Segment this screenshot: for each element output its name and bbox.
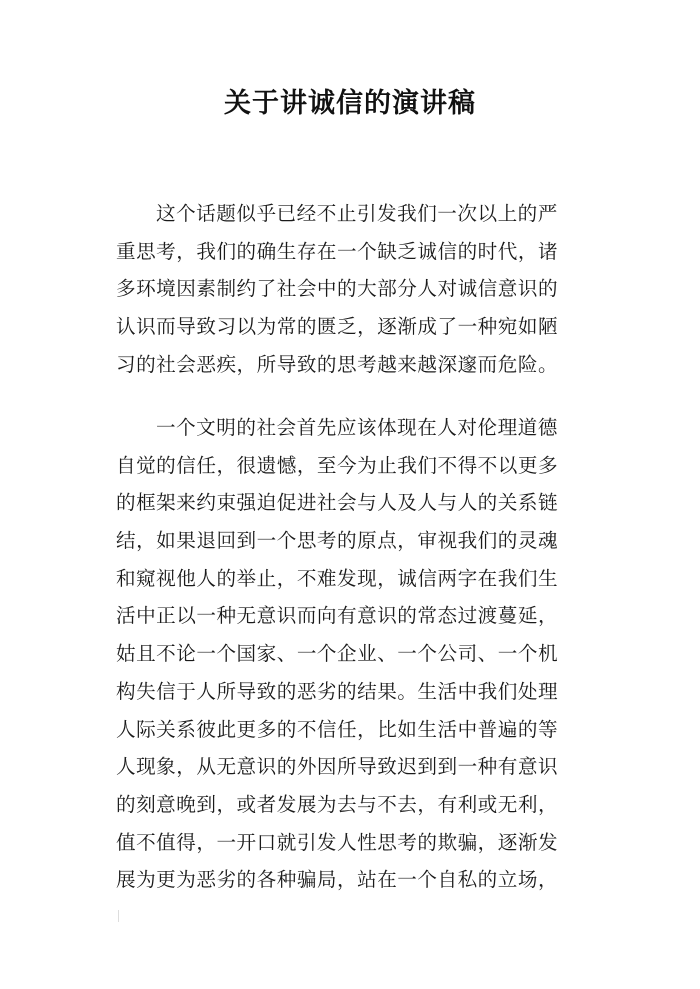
text-line: 的框架来约束强迫促进社会与人及人与人的关系链 — [116, 491, 559, 515]
scan-edge-mark — [118, 910, 119, 922]
paragraph-1 — [116, 195, 596, 383]
text-line: 值不值得，一开口就引发人性思考的欺骗，逐渐发 — [116, 830, 559, 854]
text-line: 结，如果退回到一个思考的原点，审视我们的灵魂 — [116, 529, 559, 553]
text-line: 这个话题似乎已经不止引发我们一次以上的严 — [156, 202, 558, 225]
text-line: 一个文明的社会首先应该体现在人对伦理道德 — [156, 416, 558, 439]
text-line: 的刻意晚到，或者发展为去与不去，有利或无利， — [116, 792, 559, 816]
text-line: 和窥视他人的举止，不难发现，诚信两字在我们生 — [116, 566, 559, 590]
text-line: 认识而导致习以为常的匮乏，逐渐成了一种宛如陋 — [116, 315, 559, 339]
text-line: 构失信于人所导致的恶劣的结果。生活中我们处理 — [116, 679, 559, 703]
document-title: 关于讲诚信的演讲稿 — [224, 88, 476, 119]
text-line: 姑且不论一个国家、一个企业、一个公司、一个机 — [116, 642, 559, 666]
text-line: 人际关系彼此更多的不信任，比如生活中普遍的等 — [116, 717, 559, 741]
text-line: 人现象，从无意识的外因所导致迟到到一种有意识 — [116, 755, 559, 779]
text-line: 多环境因素制约了社会中的大部分人对诚信意识的 — [116, 277, 559, 301]
text-line: 自觉的信任，很遗憾，至今为止我们不得不以更多 — [116, 453, 559, 477]
text-line: 活中正以一种无意识而向有意识的常态过渡蔓延， — [116, 604, 559, 628]
text-line: 重思考，我们的确生存在一个缺乏诚信的时代，诸 — [116, 239, 559, 263]
text-line: 习的社会恶疾，所导致的思考越来越深邃而危险。 — [116, 352, 559, 376]
paragraph-2 — [116, 409, 596, 899]
text-line: 展为更为恶劣的各种骗局，站在一个自私的立场， — [116, 868, 559, 892]
